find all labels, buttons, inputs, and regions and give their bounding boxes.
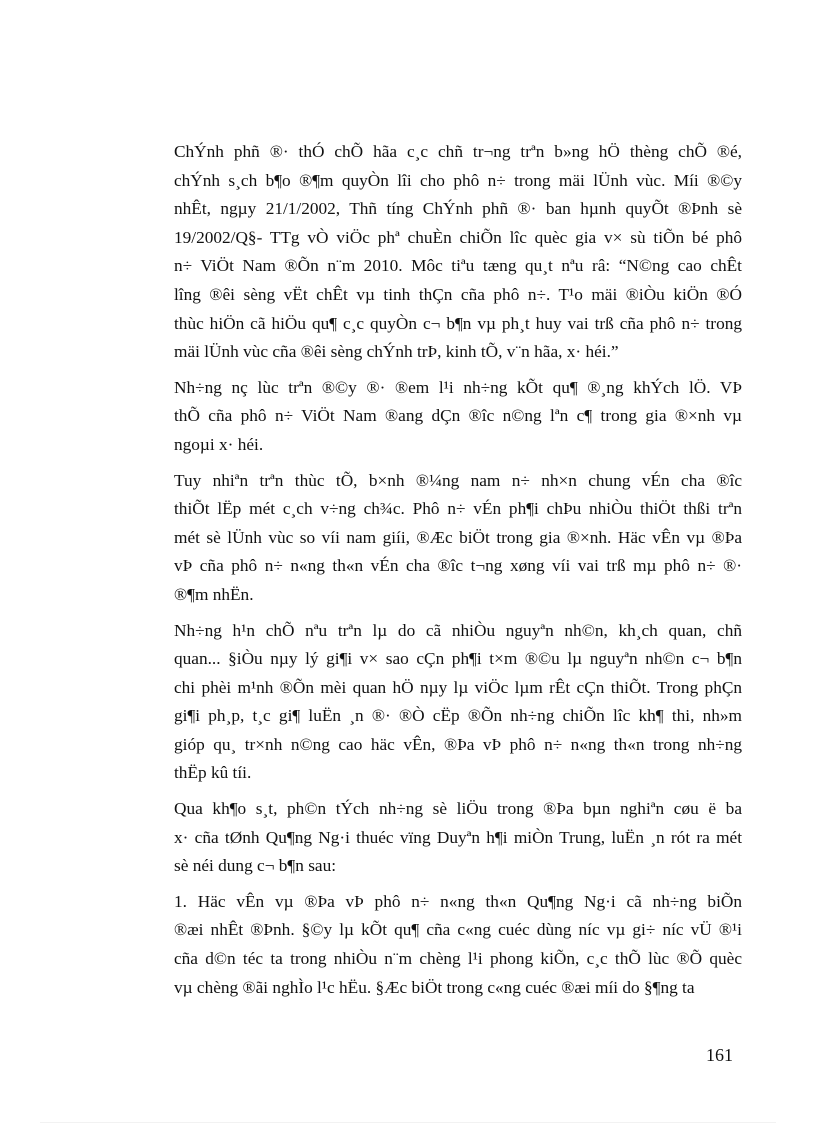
text-line: thËp kû tíi. (174, 763, 252, 783)
text-line: 19/2002/Q§- TTg vÒ viÖc phª chuÈn chiÕn lîc quèc gia v× sù tiÕn bé phô (174, 227, 742, 247)
text-line: ®æi nhÊt ®Þnh. §©y lµ kÕt qu¶ cña c«ng cuéc dùng níc vµ gi÷ níc vÜ ®¹i (174, 920, 742, 940)
text-line: lîng ®êi sèng vËt chÊt vµ tinh thÇn cña phô n÷. T¹o mäi ®iÒu kiÖn ®Ó (174, 284, 742, 304)
text-line: thiÕt lËp mét c¸ch v÷ng ch¾c. Phô n÷ vÉn ph¶i chÞu nhiÒu thiÖt thßi trªn (174, 499, 742, 519)
text-line: sè néi dung c¬ b¶n sau: (174, 856, 337, 876)
text-line: vÞ cña phô n÷ n«ng th«n vÉn cha ®îc t¬ng xøng víi vai trß mµ phô n÷ ®· (174, 556, 742, 576)
text-line: cña d©n téc ta trong nhiÒu n¨m chèng l¹i phong kiÕn, c¸c thÕ lùc ®Õ quèc (174, 949, 742, 969)
text-line: gióp qu¸ tr×nh n©ng cao häc vÊn, ®Þa vÞ phô n÷ n«ng th«n trong nh÷ng (174, 734, 742, 754)
text-line: Nh÷ng nç lùc trªn ®©y ®· ®em l¹i nh÷ng kÕt qu¶ ®¸ng khÝch lÖ. VÞ (174, 377, 742, 397)
text-line: chi phèi m¹nh ®Õn mèi quan hÖ nµy lµ viÖc lµm rÊt cÇn thiÕt. Trong phÇn (174, 677, 742, 697)
text-line: thÕ cña phô n÷ ViÖt Nam ®ang dÇn ®îc n©ng lªn c¶ trong gia ®×nh vµ (174, 406, 742, 426)
text-line: Tuy nhiªn trªn thùc tÕ, b×nh ®¼ng nam n÷ nh×n chung vÉn cha ®îc (174, 470, 742, 490)
text-line: ChÝnh phñ ®· thÓ chÕ hãa c¸c chñ tr¬ng trªn b»ng hÖ thèng chÕ ®é, (174, 142, 742, 161)
text-line: mäi lÜnh vùc cña ®êi sèng chÝnh trÞ, kinh tÕ, v¨n hãa, x· héi.” (174, 342, 619, 362)
paragraph (137, 467, 742, 610)
text-line: thùc hiÖn cã hiÖu qu¶ c¸c quyÒn c¬ b¶n vµ ph¸t huy vai trß cña phô n÷ trong (174, 313, 742, 333)
text-line: mét sè lÜnh vùc so víi nam giíi, ®Æc biÖt trong gia ®×nh. Häc vÊn vµ ®Þa (174, 527, 742, 547)
text-line: ®¶m nhËn. (174, 584, 254, 604)
text-line: 1. Häc vÊn vµ ®Þa vÞ phô n÷ n«ng th«n Qu¶ng Ng·i cã nh÷ng biÕn (174, 891, 742, 911)
text-line: n÷ ViÖt Nam ®Õn n¨m 2010. Môc tiªu tæng qu¸t nªu râ: “N©ng cao chÊt (174, 256, 742, 276)
text-line: gi¶i ph¸p, t¸c gi¶ luËn ¸n ®· ®Ò cËp ®Õn nh÷ng chiÕn lîc kh¶ thi, nh»m (174, 706, 742, 726)
paragraph (137, 795, 742, 881)
body-text (137, 138, 742, 1009)
text-line: nhÊt, ngµy 21/1/2002, Thñ tíng ChÝnh phñ ®· ban hµnh quyÕt ®Þnh sè (174, 199, 742, 219)
text-line: ngoµi x· héi. (174, 434, 264, 454)
text-line: Qua kh¶o s¸t, ph©n tÝch nh÷ng sè liÖu trong ®Þa bµn nghiªn cøu ë ba (174, 799, 742, 819)
text-line: quan... §iÒu nµy lý gi¶i v× sao cÇn ph¶i t×m ®©u lµ nguyªn nh©n c¬ b¶n (174, 649, 742, 669)
page-number: 161 (706, 1045, 733, 1065)
text-line: chÝnh s¸ch b¶o ®¶m quyÒn lîi cho phô n÷ trong mäi lÜnh vùc. Míi ®©y (174, 170, 742, 190)
paragraph (137, 888, 742, 1002)
paragraph (137, 617, 742, 789)
text-line: x· cña tØnh Qu¶ng Ng·i thuéc vïng Duyªn h¶i miÒn Trung, luËn ¸n rót ra mét (174, 827, 742, 847)
text-line: vµ chèng ®ãi nghÌo l¹c hËu. §Æc biÖt trong c«ng cuéc ®æi míi do §¶ng ta (174, 977, 695, 997)
paragraph (137, 374, 742, 460)
paragraph (137, 138, 742, 367)
text-line: Nh÷ng h¹n chÕ nªu trªn lµ do cã nhiÒu nguyªn nh©n, kh¸ch quan, chñ (174, 620, 742, 640)
